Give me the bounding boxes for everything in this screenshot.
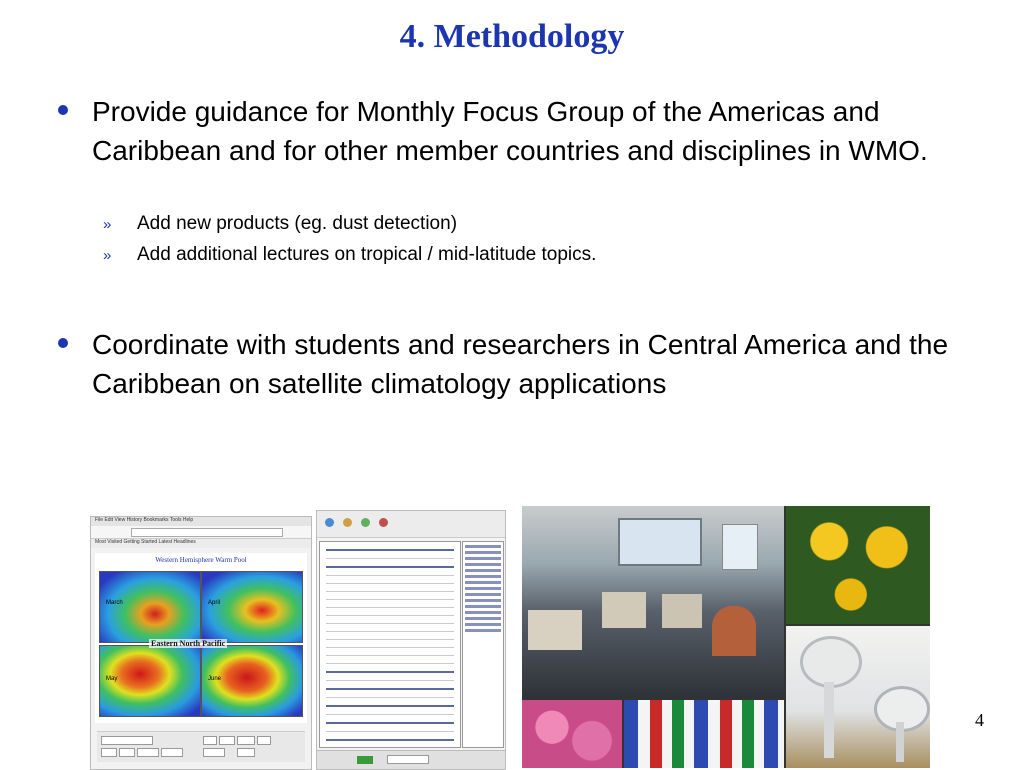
bullet-dot-icon [58,338,68,348]
bullet-2 [52,325,982,403]
toolbar-icon [361,518,370,527]
sub-chevron-icon: » [103,247,112,264]
control-button[interactable] [203,736,217,745]
bullet-2-text: Coordinate with students and researchers in Central America and the Caribbean on satellite climatology applications [92,329,949,399]
map-title: Western Hemisphere Warm Pool [155,556,247,564]
sub-bullet-1-text: Add new products (eg. dust detection) [137,213,458,234]
toolbar-icon [325,518,334,527]
map-panel-april: April [201,571,303,643]
pink-blossoms-photo [522,700,622,768]
map-panel-may: May [99,645,201,717]
sub-chevron-icon: » [103,216,112,233]
map-region-label: Eastern North Pacific [151,639,226,648]
map-panel-march: March [99,571,201,643]
browser-menubar: File Edit View History Bookmarks Tools Help [91,517,311,526]
control-button[interactable] [161,748,183,757]
toolbar-icon [379,518,388,527]
control-button[interactable] [237,736,255,745]
participant-list [462,541,504,748]
browser-screenshot [90,516,312,770]
browser-address-bar [91,526,311,539]
control-button[interactable] [137,748,159,757]
control-button[interactable] [203,748,225,757]
chat-toolbar [317,511,505,538]
bullet-1 [52,92,982,170]
sst-map-figure [95,553,307,723]
sub-bullet-2-text: Add additional lectures on tropical / mid-latitude topics. [137,244,597,265]
satellite-dish-photo [786,626,930,768]
classroom-photo [522,506,784,698]
control-button[interactable] [237,748,255,757]
bullet-dot-icon [58,105,68,115]
slide-title: 4. Methodology [399,18,625,55]
toolbar-icon [343,518,352,527]
control-button[interactable] [219,736,235,745]
photo-collage [522,506,930,768]
map-panel-june: June [201,645,303,717]
control-button[interactable] [101,748,117,757]
chat-screenshot [316,510,506,770]
control-button[interactable] [119,748,135,757]
bullet-1-text: Provide guidance for Monthly Focus Group of the Americas and Caribbean and for other member countries and disciplines in WMO. [92,96,928,166]
chat-input-field[interactable] [387,755,429,764]
talk-button[interactable] [357,756,373,764]
sub-bullet-2 [103,243,596,268]
yellow-flowers-photo [786,506,930,624]
sub-bullet-1 [103,212,457,237]
chat-transcript [319,541,461,748]
animation-controls [97,731,305,762]
flags-photo [624,700,784,768]
chat-input-bar [317,750,505,769]
browser-bookmarks-bar: Most Visited Getting Started Latest Headlines [91,539,311,548]
control-button[interactable] [257,736,271,745]
control-field[interactable] [101,736,153,745]
page-number: 4 [975,710,984,730]
